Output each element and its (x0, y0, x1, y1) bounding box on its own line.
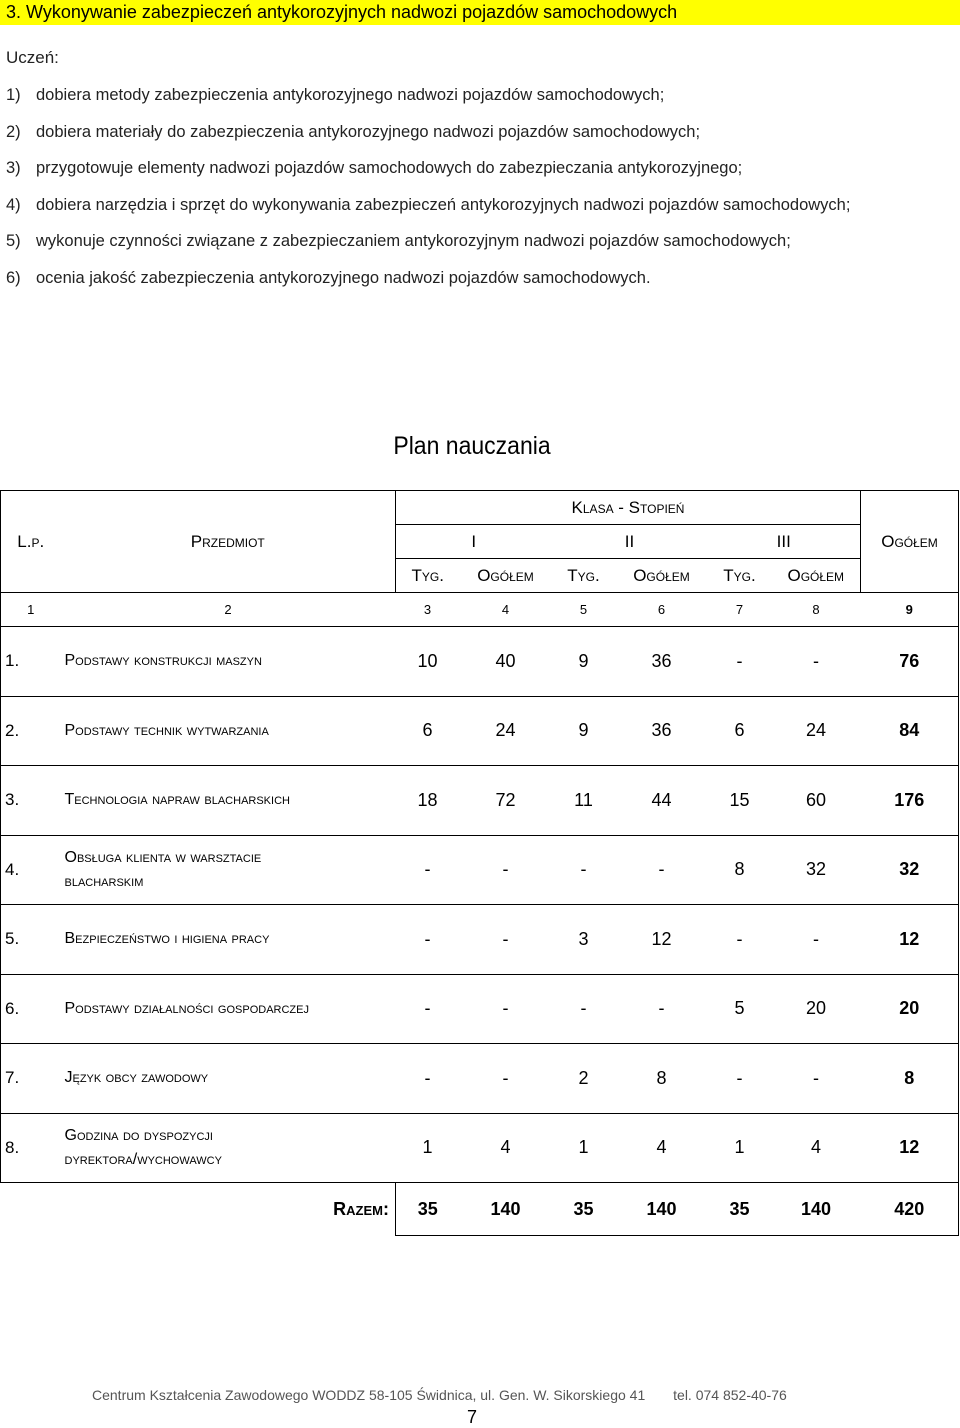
row-value: 4 (772, 1113, 861, 1183)
row-value: 8 (616, 1044, 708, 1114)
row-lp: 5. (1, 905, 61, 975)
row-value: - (460, 835, 552, 905)
table-row (1, 974, 959, 1044)
footer-address: Centrum Kształcenia Zawodowego WODDZ 58-105 Świdnica, ul. Gen. W. Sikorskiego 41 (92, 1387, 646, 1403)
footer-phone: tel. 074 852-40-76 (673, 1387, 787, 1403)
column-index: 2 (61, 593, 396, 627)
column-index: 3 (396, 593, 460, 627)
objective-number: 2) (6, 122, 21, 141)
row-value: - (708, 1044, 772, 1114)
sum-value: 35 (396, 1183, 460, 1236)
objective-text: ocenia jakość zabezpieczenia antykorozyjnego nadwozi pojazdów samochodowych. (36, 268, 651, 287)
footer (92, 1387, 787, 1403)
objective-text: dobiera narzędzia i sprzęt do wykonywania zabezpieczeń antykorozyjnych nadwozi pojazdów samochodowych; (36, 195, 851, 214)
header-klasa: Klasa - Stopień (396, 491, 861, 525)
objective-item (6, 159, 850, 196)
row-value: - (552, 835, 616, 905)
objective-number: 4) (6, 195, 21, 214)
row-total: 20 (861, 974, 959, 1044)
row-value: - (460, 905, 552, 975)
plan-title: Plan nauczania (393, 432, 551, 460)
row-value: 15 (708, 766, 772, 836)
objective-item (6, 123, 850, 160)
sum-value: 140 (616, 1183, 708, 1236)
page-number: 7 (466, 1407, 477, 1427)
row-value: - (460, 974, 552, 1044)
row-total: 84 (861, 696, 959, 766)
row-value: - (708, 905, 772, 975)
table-row (1, 835, 959, 905)
row-value: - (616, 835, 708, 905)
row-value: 24 (772, 696, 861, 766)
row-value: 1 (708, 1113, 772, 1183)
objective-text: dobiera materiały do zabezpieczenia antykorozyjnego nadwozi pojazdów samochodowych; (36, 122, 701, 141)
column-index: 7 (708, 593, 772, 627)
row-value: 72 (460, 766, 552, 836)
row-value: 40 (460, 627, 552, 697)
objective-number: 1) (6, 86, 21, 104)
row-value: 5 (708, 974, 772, 1044)
row-value: 1 (552, 1113, 616, 1183)
row-value: - (708, 627, 772, 697)
row-value: - (616, 974, 708, 1044)
row-total: 12 (861, 905, 959, 975)
row-value: 60 (772, 766, 861, 836)
sum-label: Razem: (61, 1183, 396, 1236)
column-index-row (1, 593, 959, 627)
row-lp: 3. (1, 766, 61, 836)
objective-item (6, 269, 850, 306)
header-tyg: Tyg. (708, 559, 772, 593)
sum-value: 35 (552, 1183, 616, 1236)
row-value: - (772, 627, 861, 697)
row-value: - (396, 974, 460, 1044)
intro-label: Uczeń: (6, 48, 59, 67)
column-index: 1 (1, 593, 61, 627)
row-value: 3 (552, 905, 616, 975)
header-row-classes (1, 525, 959, 559)
row-lp: 2. (1, 696, 61, 766)
row-value: 6 (396, 696, 460, 766)
row-value: - (396, 1044, 460, 1114)
table-row (1, 766, 959, 836)
row-subject: Język obcy zawodowy (61, 1044, 396, 1114)
row-value: 20 (772, 974, 861, 1044)
row-value: 32 (772, 835, 861, 905)
row-subject: Podstawy działalności gospodarczej (61, 974, 396, 1044)
objective-text: dobiera metody zabezpieczenia antykorozyjnego nadwozi pojazdów samochodowych; (36, 86, 665, 104)
row-subject: Podstawy technik wytwarzania (61, 696, 396, 766)
sum-value: 140 (772, 1183, 861, 1236)
row-subject: Obsługa klienta w warsztacie blacharskim (61, 835, 396, 905)
row-total: 76 (861, 627, 959, 697)
column-index: 4 (460, 593, 552, 627)
row-value: - (460, 1044, 552, 1114)
header-tyg: Tyg. (552, 559, 616, 593)
header-class-2: II (552, 525, 708, 559)
header-row-klasa (1, 491, 959, 525)
header-ogolem: Ogółem (772, 559, 861, 593)
objective-number: 3) (6, 159, 21, 177)
row-lp: 1. (1, 627, 61, 697)
header-row-units (1, 559, 959, 593)
row-subject: Godzina do dyspozycji dyrektora/wychowawcy (61, 1113, 396, 1183)
column-index: 6 (616, 593, 708, 627)
row-value: 1 (396, 1113, 460, 1183)
header-ogolem: Ogółem (616, 559, 708, 593)
row-value: 9 (552, 696, 616, 766)
row-total: 176 (861, 766, 959, 836)
row-value: 8 (708, 835, 772, 905)
header-ogolem: Ogółem (460, 559, 552, 593)
sum-total: 420 (861, 1183, 959, 1236)
row-subject: Technologia napraw blacharskich (61, 766, 396, 836)
column-index: 9 (861, 593, 959, 627)
table-row (1, 905, 959, 975)
row-value: 44 (616, 766, 708, 836)
row-value: - (552, 974, 616, 1044)
section-title: 3. Wykonywanie zabezpieczeń antykorozyjnych nadwozi pojazdów samochodowych (0, 0, 960, 25)
row-value: 10 (396, 627, 460, 697)
row-value: 12 (616, 905, 708, 975)
row-value: 2 (552, 1044, 616, 1114)
row-subject: Podstawy konstrukcji maszyn (61, 627, 396, 697)
row-lp: 7. (1, 1044, 61, 1114)
row-value: - (396, 835, 460, 905)
table-row (1, 696, 959, 766)
objective-item (6, 232, 850, 269)
table-row (1, 1113, 959, 1183)
row-value: 36 (616, 696, 708, 766)
objective-number: 5) (6, 232, 21, 250)
row-value: 24 (460, 696, 552, 766)
header-total: Ogółem (861, 525, 959, 559)
objective-text: wykonuje czynności związane z zabezpieczaniem antykorozyjnym nadwozi pojazdów samochodowych; (36, 232, 791, 250)
sum-value: 35 (708, 1183, 772, 1236)
objective-number: 6) (6, 268, 21, 287)
row-value: 4 (460, 1113, 552, 1183)
objective-text: przygotowuje elementy nadwozi pojazdów samochodowych do zabezpieczania antykorozyjnego; (36, 159, 743, 177)
row-subject: Bezpieczeństwo i higiena pracy (61, 905, 396, 975)
table-row (1, 627, 959, 697)
row-value: 6 (708, 696, 772, 766)
row-value: - (772, 905, 861, 975)
column-index: 8 (772, 593, 861, 627)
header-subject: Przedmiot (190, 531, 265, 551)
curriculum-table (0, 490, 959, 1236)
row-lp: 6. (1, 974, 61, 1044)
objective-item (6, 86, 850, 123)
row-value: 18 (396, 766, 460, 836)
objective-item (6, 196, 850, 233)
header-class-3: III (708, 525, 861, 559)
row-total: 12 (861, 1113, 959, 1183)
row-value: - (772, 1044, 861, 1114)
row-total: 8 (861, 1044, 959, 1114)
row-value: - (396, 905, 460, 975)
row-total: 32 (861, 835, 959, 905)
sum-value: 140 (460, 1183, 552, 1236)
row-value: 9 (552, 627, 616, 697)
row-value: 36 (616, 627, 708, 697)
header-class-1: I (396, 525, 552, 559)
row-value: 11 (552, 766, 616, 836)
row-lp: 4. (1, 835, 61, 905)
header-lp: L.p. (1, 525, 61, 559)
row-value: 4 (616, 1113, 708, 1183)
objectives-list (6, 86, 850, 305)
row-lp: 8. (1, 1113, 61, 1183)
table-row (1, 1044, 959, 1114)
header-tyg: Tyg. (396, 559, 460, 593)
sum-row (1, 1183, 959, 1236)
column-index: 5 (552, 593, 616, 627)
